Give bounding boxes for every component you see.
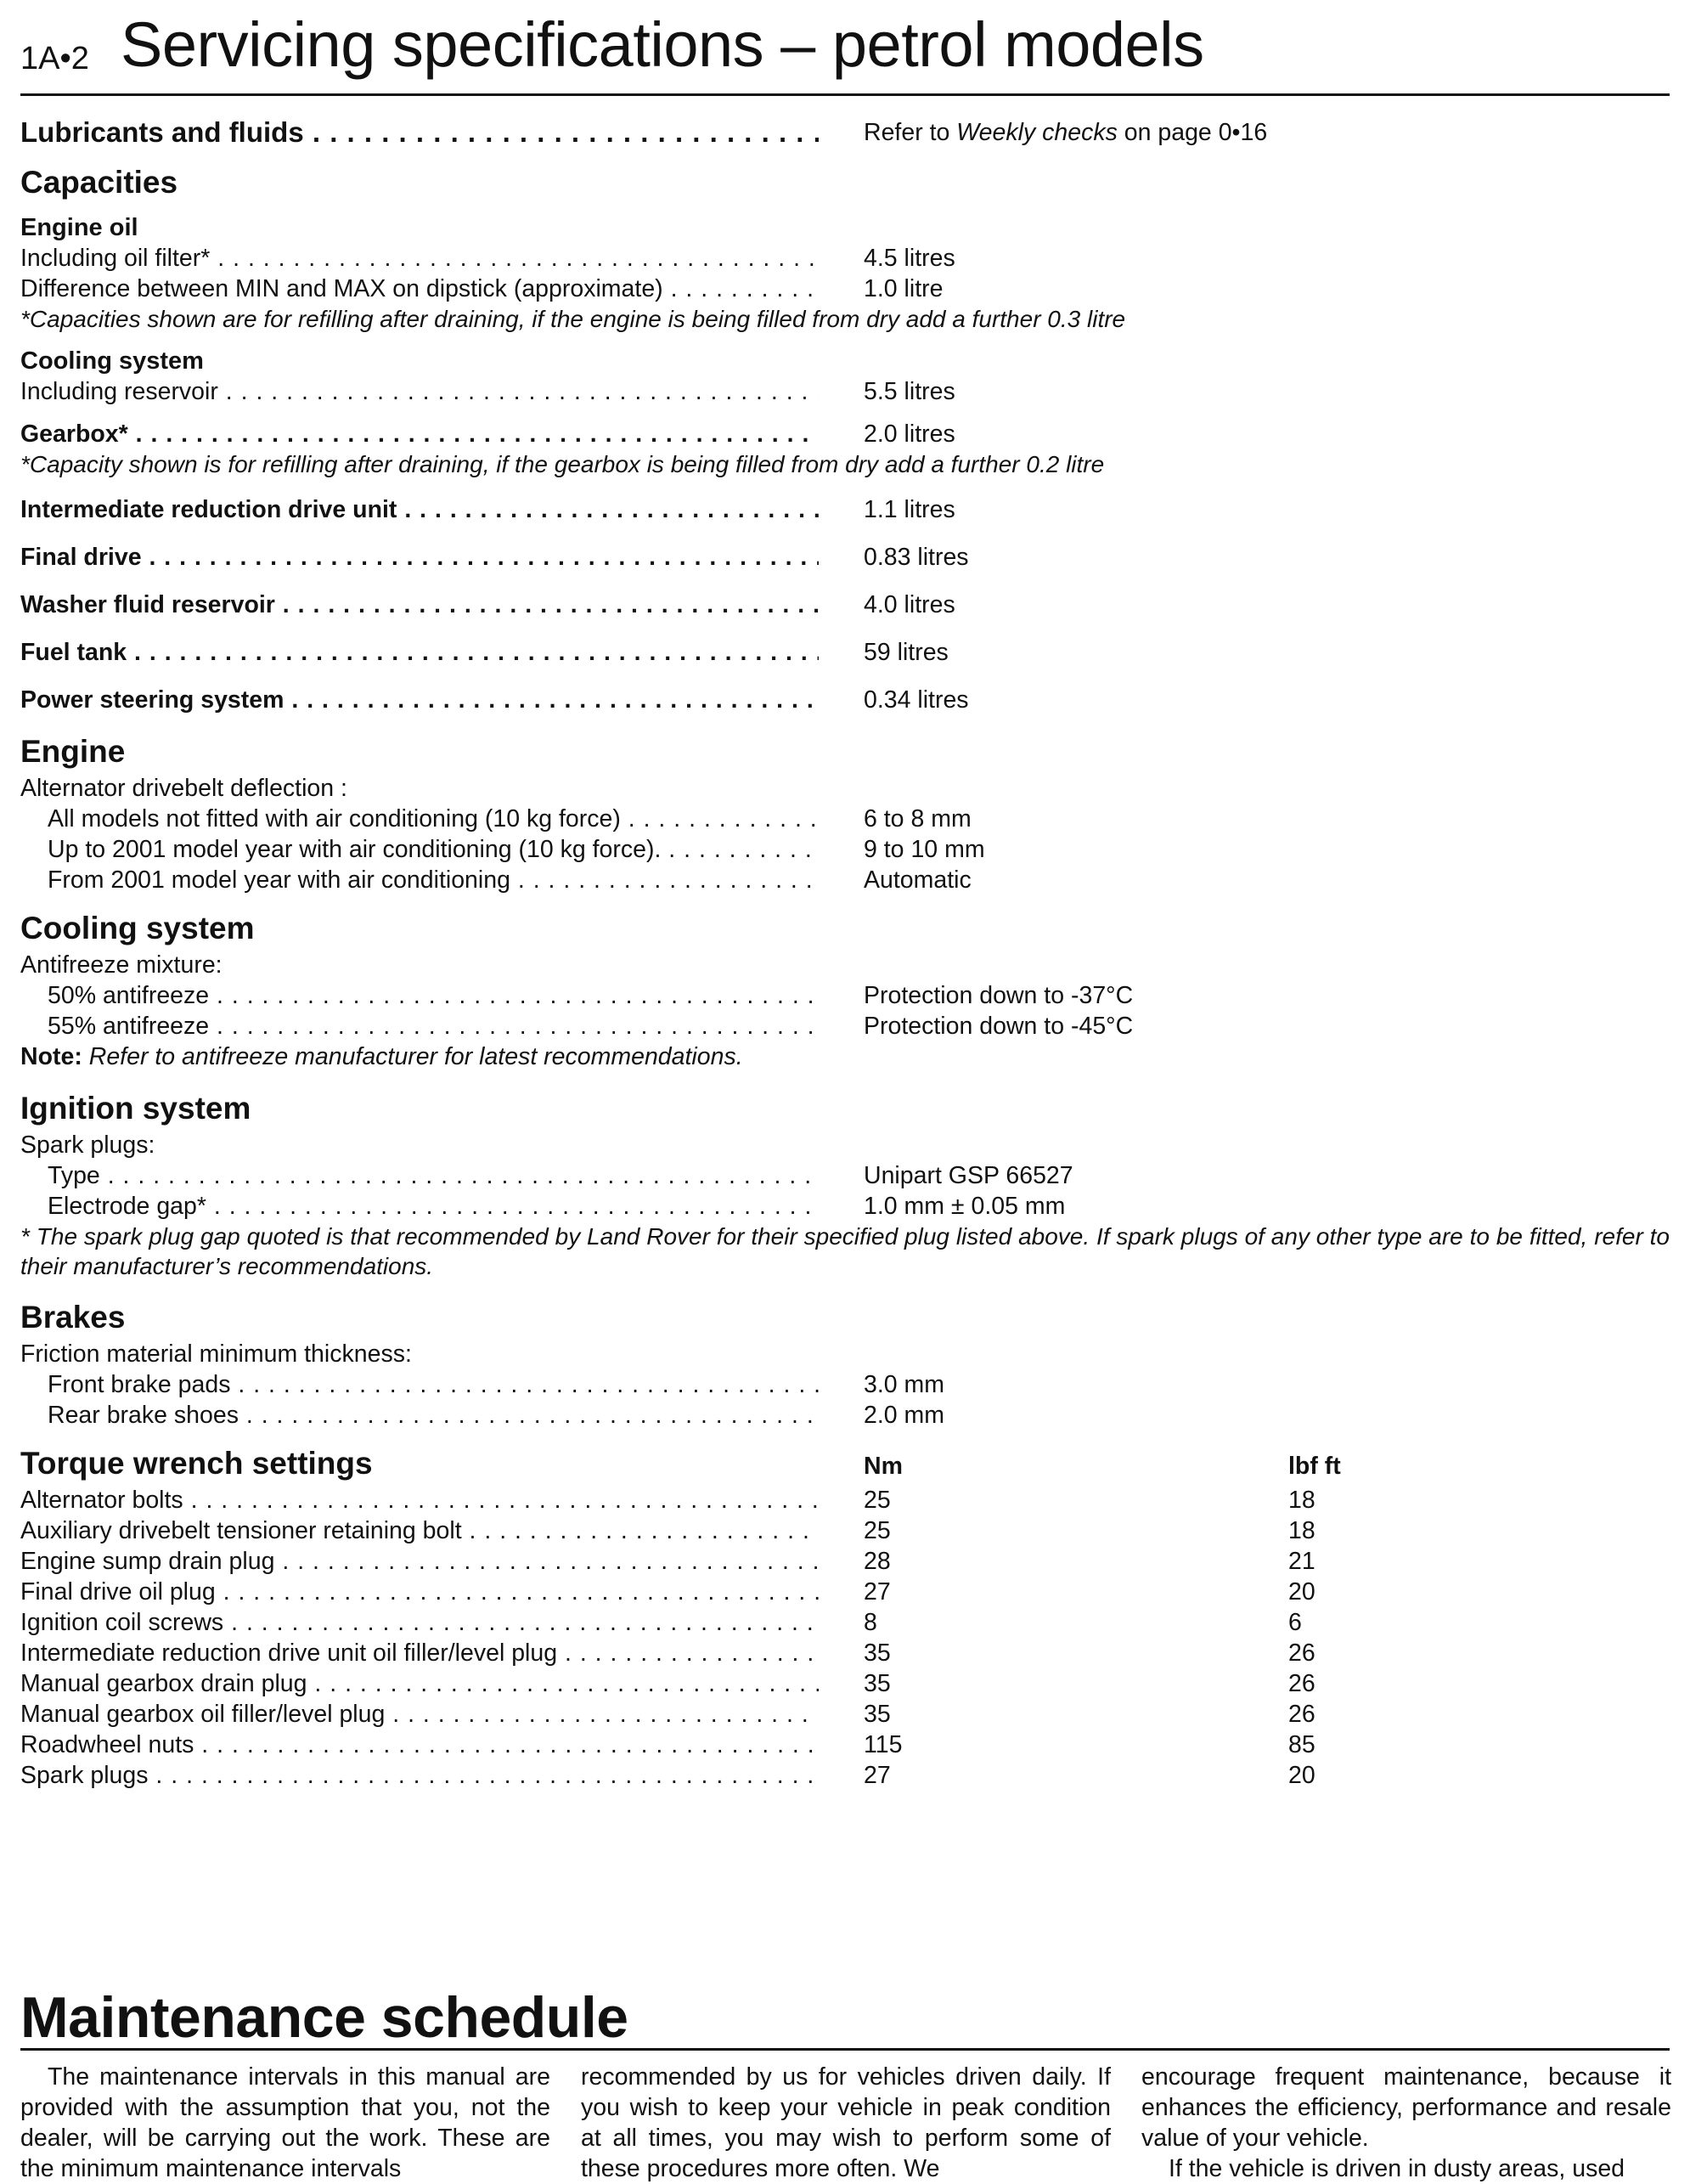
- spec-value: 5.5 litres: [864, 378, 955, 405]
- torque-lbf: 20: [1288, 1762, 1315, 1789]
- cooling-capacity-heading: Cooling system: [20, 347, 204, 375]
- cooling-system-subheading: Antifreeze mixture:: [20, 951, 223, 979]
- torque-label: Roadwheel nuts . . .: [20, 1730, 819, 1760]
- spec-row: [20, 1369, 1670, 1400]
- spec-value: 3.0 mm: [864, 1371, 945, 1398]
- lubricants-value: Refer to Weekly checks on page 0•16: [864, 119, 1268, 146]
- spec-row: [20, 980, 1670, 1011]
- spec-label: Final drive . . .: [20, 542, 819, 573]
- torque-lbf: 21: [1288, 1548, 1315, 1575]
- torque-nm: 25: [864, 1487, 891, 1514]
- spec-row: [20, 494, 1670, 525]
- torque-label: Spark plugs . . .: [20, 1760, 819, 1791]
- spec-label: From 2001 model year with air conditioning . . .: [48, 865, 819, 895]
- torque-row: [20, 1546, 1670, 1577]
- torque-nm: 35: [864, 1639, 891, 1667]
- torque-label: Final drive oil plug . . .: [20, 1577, 819, 1607]
- page-header: [20, 0, 1670, 96]
- maintenance-column-1: The maintenance intervals in this manual are provided with the assumption that you, not the dealer, will be carrying out the work. These are the minimum maintenance intervals: [20, 2063, 550, 2182]
- torque-label: Auxiliary drivebelt tensioner retaining bolt . . .: [20, 1515, 819, 1546]
- spec-row: [20, 376, 1670, 407]
- page-title: Servicing specifications – petrol models: [121, 9, 1204, 80]
- maintenance-section: [20, 1984, 1671, 2182]
- spec-label: Up to 2001 model year with air conditioning (10 kg force). . . .: [48, 834, 819, 865]
- spec-label: Type . . .: [48, 1160, 819, 1191]
- torque-nm: 28: [864, 1548, 891, 1575]
- spec-row: [20, 637, 1670, 668]
- engine-oil-heading: Engine oil: [20, 214, 138, 241]
- torque-lbf: 85: [1288, 1731, 1315, 1758]
- spec-value: Protection down to -37°C: [864, 982, 1134, 1009]
- spec-label: Intermediate reduction drive unit . . .: [20, 494, 819, 525]
- torque-row: [20, 1730, 1670, 1760]
- maintenance-column-3: encourage frequent maintenance, because it enhances the efficiency, performance and resale value of your vehicle. If the vehicle is driven in dusty areas, used: [1141, 2063, 1671, 2182]
- torque-col-lbf: lbf ft: [1288, 1453, 1341, 1480]
- manual-page: [20, 0, 1671, 2182]
- spec-row: [20, 542, 1670, 573]
- spec-row: [20, 274, 1670, 304]
- spec-value: Unipart GSP 66527: [864, 1162, 1073, 1189]
- spec-value: 6 to 8 mm: [864, 805, 972, 832]
- gearbox-note: *Capacity shown is for refilling after draining, if the gearbox is being filled from dry add a further 0.2 litre: [20, 451, 1105, 477]
- torque-row: [20, 1577, 1670, 1607]
- maintenance-title: Maintenance schedule: [20, 1984, 1670, 2051]
- torque-lbf: 18: [1288, 1517, 1315, 1544]
- torque-lbf: 26: [1288, 1670, 1315, 1697]
- torque-row: [20, 1607, 1670, 1638]
- spec-value: 4.0 litres: [864, 591, 955, 618]
- torque-nm: 25: [864, 1517, 891, 1544]
- spec-row: [20, 865, 1670, 895]
- torque-lbf: 26: [1288, 1639, 1315, 1667]
- spec-row: [20, 1011, 1670, 1041]
- spec-label: 55% antifreeze . . .: [48, 1011, 819, 1041]
- torque-nm: 27: [864, 1762, 891, 1789]
- spec-label: Gearbox* . . .: [20, 419, 819, 449]
- spec-label: All models not fitted with air conditioning (10 kg force) . . .: [48, 804, 819, 834]
- torque-header: [20, 1442, 1670, 1485]
- spec-label: Including reservoir . . .: [20, 376, 819, 407]
- spec-label: Difference between MIN and MAX on dipstick (approximate) . . .: [20, 274, 819, 304]
- lubricants-label: Lubricants and fluids . . .: [20, 116, 819, 150]
- maintenance-column-2: recommended by us for vehicles driven daily. If you wish to keep your vehicle in peak condition at all times, you may wish to perform some of these procedures more often. We: [581, 2063, 1111, 2182]
- spec-label: Front brake pads . . .: [48, 1369, 819, 1400]
- torque-row: [20, 1485, 1670, 1515]
- spec-label: 50% antifreeze . . .: [48, 980, 819, 1011]
- spec-value: 1.0 litre: [864, 275, 944, 302]
- torque-row: [20, 1699, 1670, 1730]
- torque-label: Ignition coil screws . . .: [20, 1607, 819, 1638]
- spec-value: 1.0 mm ± 0.05 mm: [864, 1193, 1066, 1220]
- spec-value: Protection down to -45°C: [864, 1013, 1134, 1040]
- engine-heading: Engine: [20, 734, 126, 769]
- spec-value: 0.34 litres: [864, 686, 969, 714]
- page-number: 1A•2: [20, 41, 89, 76]
- ignition-note: * The spark plug gap quoted is that recommended by Land Rover for their specified plug listed above. If spark plugs of any other type are to be fitted, refer to their manufacturer’s recommendations.: [20, 1223, 1670, 1279]
- spec-row: [20, 590, 1670, 620]
- torque-row: [20, 1638, 1670, 1668]
- engine-subheading: Alternator drivebelt deflection :: [20, 775, 347, 802]
- torque-label: Engine sump drain plug . . .: [20, 1546, 819, 1577]
- torque-label: Intermediate reduction drive unit oil filler/level plug . . .: [20, 1638, 819, 1668]
- torque-label: Manual gearbox drain plug . . .: [20, 1668, 819, 1699]
- cooling-system-note: Note: Refer to antifreeze manufacturer for latest recommendations.: [20, 1043, 743, 1070]
- spec-value: 2.0 litres: [864, 420, 955, 448]
- spec-label: Washer fluid reservoir . . .: [20, 590, 819, 620]
- engine-oil-note: *Capacities shown are for refilling after draining, if the engine is being filled from dry add a further 0.3 litre: [20, 306, 1126, 332]
- cooling-system-heading: Cooling system: [20, 911, 255, 945]
- torque-nm: 35: [864, 1670, 891, 1697]
- torque-nm: 27: [864, 1578, 891, 1606]
- torque-row: [20, 1668, 1670, 1699]
- spec-value: 4.5 litres: [864, 245, 955, 272]
- spec-value: 9 to 10 mm: [864, 836, 985, 863]
- torque-row: [20, 1515, 1670, 1546]
- spec-label: Electrode gap* . . .: [48, 1191, 819, 1222]
- lubricants-row: [20, 116, 1670, 150]
- torque-nm: 115: [864, 1731, 903, 1758]
- torque-col-nm: Nm: [864, 1453, 903, 1480]
- spec-label: Fuel tank . . .: [20, 637, 819, 668]
- specifications: [20, 116, 1670, 1791]
- spec-value: 0.83 litres: [864, 544, 969, 571]
- gearbox-row: [20, 419, 1670, 449]
- spec-row: [20, 243, 1670, 274]
- brakes-heading: Brakes: [20, 1300, 126, 1335]
- torque-row: [20, 1760, 1670, 1791]
- spec-label: Rear brake shoes . . .: [48, 1400, 819, 1431]
- torque-lbf: 6: [1288, 1609, 1302, 1636]
- torque-lbf: 18: [1288, 1487, 1315, 1514]
- spec-value: 1.1 litres: [864, 496, 955, 523]
- brakes-subheading: Friction material minimum thickness:: [20, 1340, 412, 1368]
- torque-heading: Torque wrench settings: [20, 1446, 373, 1481]
- spec-row: [20, 804, 1670, 834]
- spec-row: [20, 834, 1670, 865]
- torque-nm: 8: [864, 1609, 877, 1636]
- spec-value: 2.0 mm: [864, 1402, 945, 1429]
- ignition-heading: Ignition system: [20, 1091, 251, 1126]
- spec-row: [20, 1400, 1670, 1431]
- spec-row: [20, 685, 1670, 715]
- spec-value: 59 litres: [864, 639, 949, 666]
- torque-label: Manual gearbox oil filler/level plug . . .: [20, 1699, 819, 1730]
- spec-row: [20, 1191, 1670, 1222]
- spec-label: Power steering system . . .: [20, 685, 819, 715]
- spec-row: [20, 1160, 1670, 1191]
- spec-value: Automatic: [864, 866, 972, 894]
- torque-lbf: 26: [1288, 1701, 1315, 1728]
- torque-lbf: 20: [1288, 1578, 1315, 1606]
- torque-nm: 35: [864, 1701, 891, 1728]
- torque-label: Alternator bolts . . .: [20, 1485, 819, 1515]
- spec-label: Including oil filter* . . .: [20, 243, 819, 274]
- capacities-heading: Capacities: [20, 165, 178, 200]
- ignition-subheading: Spark plugs:: [20, 1132, 155, 1159]
